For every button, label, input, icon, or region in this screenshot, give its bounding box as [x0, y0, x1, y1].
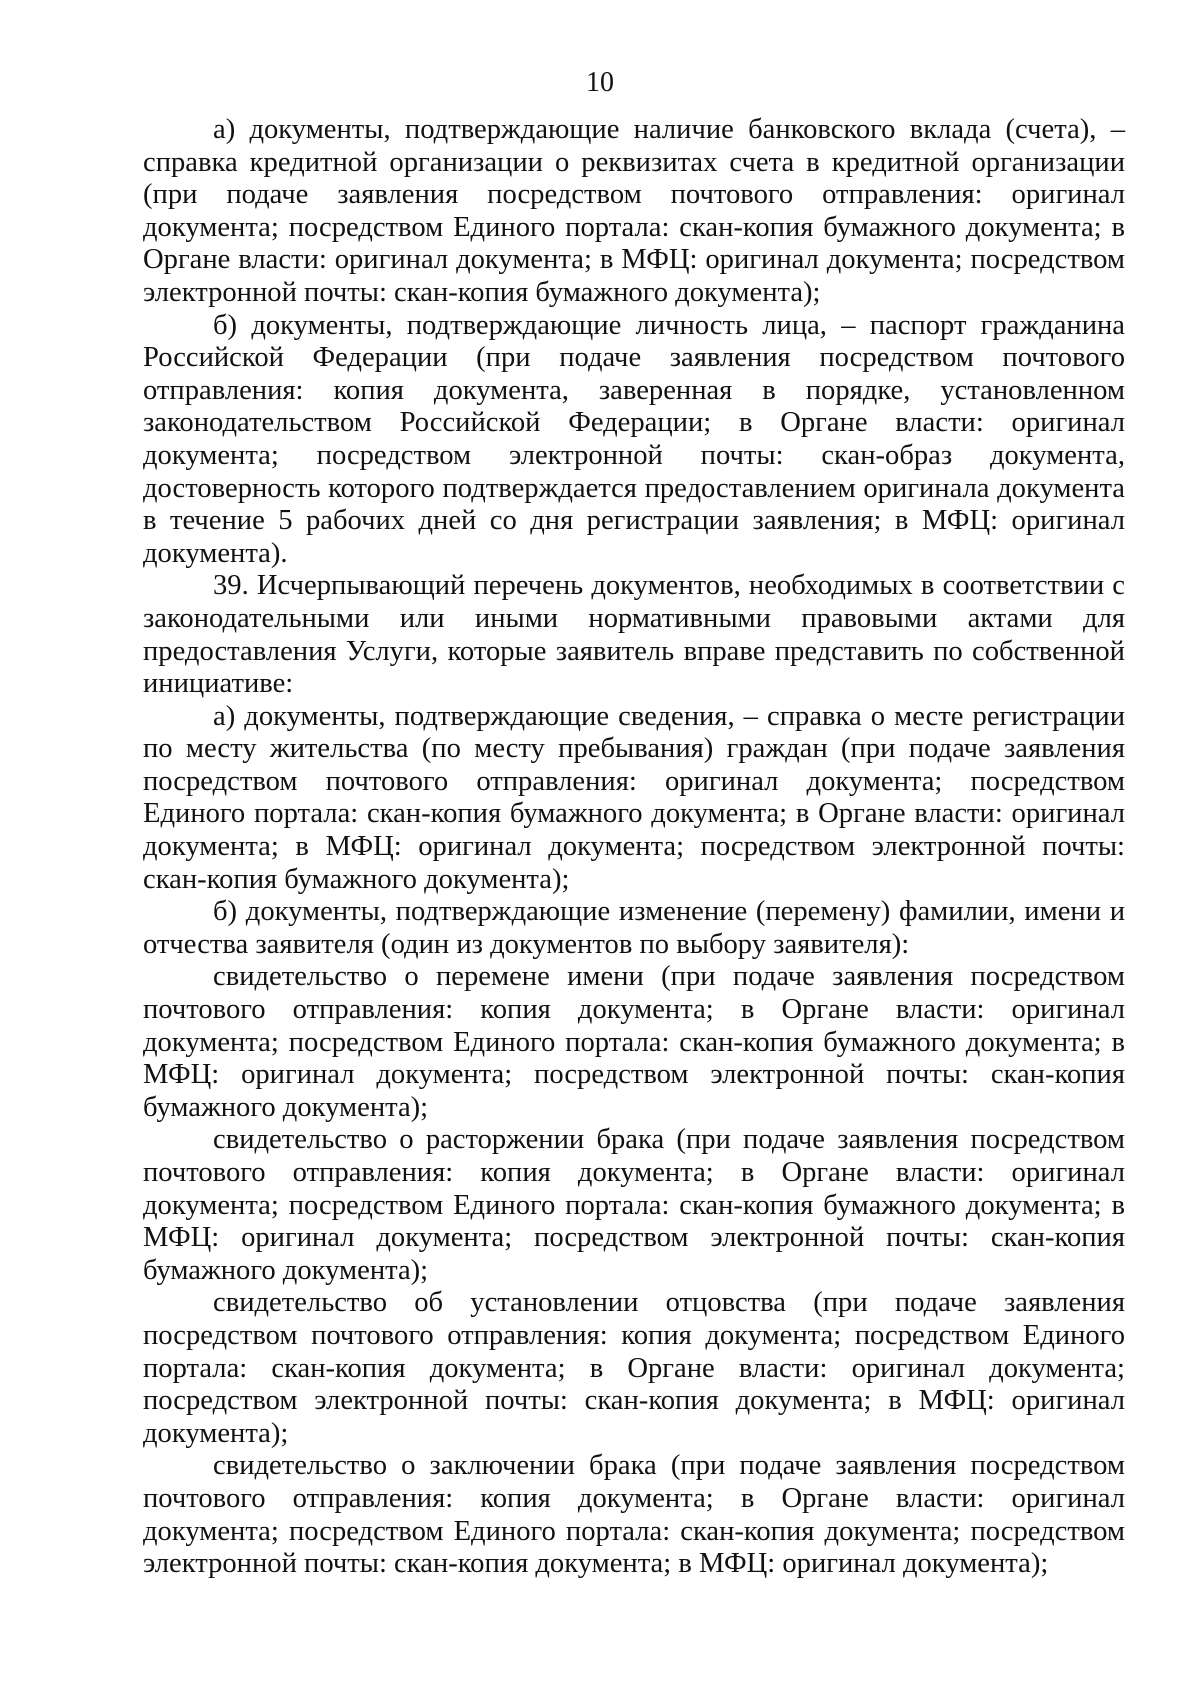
paragraph-divorce-certificate: свидетельство о расторжении брака (при подаче заявления посредством почтового отправления: копия документа; в Органе власти: оригинал документа; посредством Единого портала: скан-копия бумажного документа; в МФЦ: оригинал документа; посредством электронной почты: скан-копия бумажного документа);: [143, 1124, 1125, 1286]
paragraph-bank-deposit-docs: а) документы, подтверждающие наличие банковского вклада (счета), – справка кредитной организации о реквизитах счета в кредитной организации (при подаче заявления посредством почтового отправления: оригинал документа; посредством Единого портала: скан-копия бумажного документа; в Органе власти: оригинал документа; в МФЦ: оригинал документа; посредством электронной почты: скан-копия бумажного документа);: [143, 114, 1125, 308]
paragraph-name-change-certificate: свидетельство о перемене имени (при подаче заявления посредством почтового отправления: копия документа; в Органе власти: оригинал документа; посредством Единого портала: скан-копия бумажного документа; в МФЦ: оригинал документа; посредством электронной почты: скан-копия бумажного документа);: [143, 961, 1125, 1123]
paragraph-registration-certificate: а) документы, подтверждающие сведения, – справка о месте регистрации по месту жительства (по месту пребывания) граждан (при подаче заявления посредством почтового отправления: оригинал документа; посредством Единого портала: скан-копия бумажного документа; в Органе власти: оригинал документа; в МФЦ: оригинал документа; посредством электронной почты: скан-копия бумажного документа);: [143, 700, 1125, 895]
paragraph-marriage-certificate: свидетельство о заключении брака (при подаче заявления посредством почтового отправления: копия документа; в Органе власти: оригинал документа; посредством Единого портала: скан-копия документа; посредством электронной почты: скан-копия документа; в МФЦ: оригинал документа);: [143, 1450, 1125, 1580]
paragraph-identity-docs: б) документы, подтверждающие личность лица, – паспорт гражданина Российской Федерации (при подаче заявления посредством почтового отправления: копия документа, заверенная в порядке, установленном законодательством Российской Федерации; в Органе власти: оригинал документа; посредством электронной почты: скан-образ документа, достоверность которого подтверждается предоставлением оригинала документа в течение 5 рабочих дней со дня регистрации заявления; в МФЦ: оригинал документа).: [143, 309, 1125, 569]
paragraph-paternity-certificate: свидетельство об установлении отцовства (при подаче заявления посредством почтового отправления: копия документа; посредством Единого портала: скан-копия документа; в Органе власти: оригинал документа; посредством электронной почты: скан-копия документа; в МФЦ: оригинал документа);: [143, 1287, 1125, 1449]
paragraph-name-change-docs: б) документы, подтверждающие изменение (перемену) фамилии, имени и отчества заявителя (один из документов по выбору заявителя):: [143, 896, 1125, 960]
document-body: [143, 114, 1125, 1581]
page-number: 10: [586, 67, 614, 98]
paragraph-item-39: 39. Исчерпывающий перечень документов, необходимых в соответствии с законодательными или иными нормативными правовыми актами для предоставления Услуги, которые заявитель вправе представить по собственной инициативе:: [143, 570, 1125, 700]
